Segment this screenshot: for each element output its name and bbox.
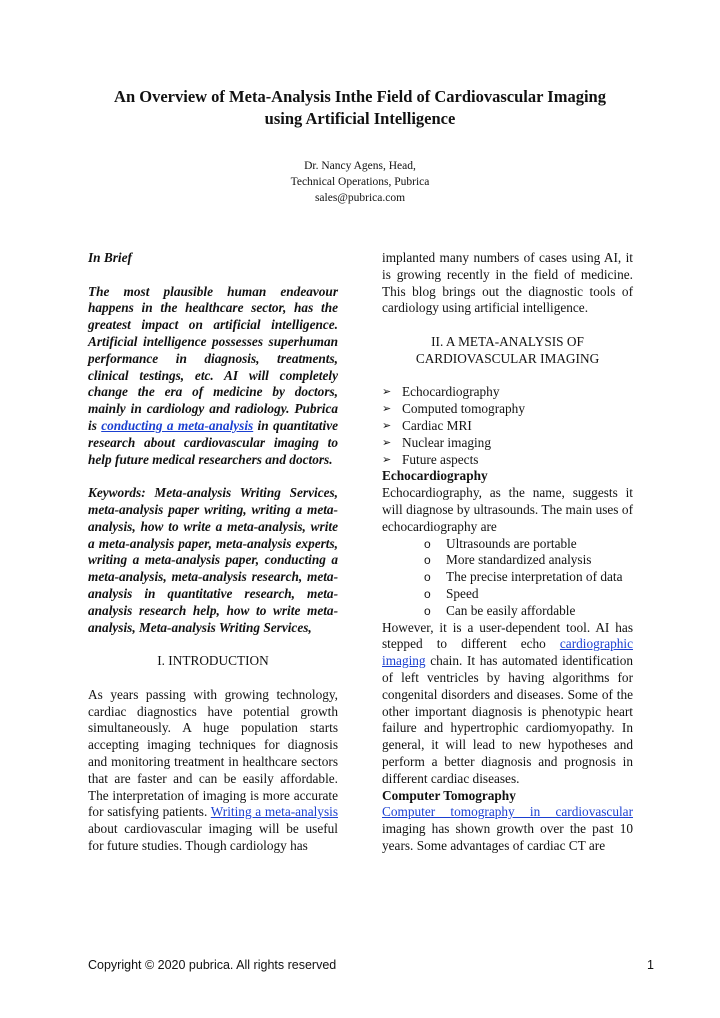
intro-text-2: about cardiovascular imaging will be useful for future studies. Though cardiology has [88,821,338,853]
echo-text-2: chain. It has automated identification of left ventricles by having algorithms for congenital disorders and diseases. Some of the other important diagnosis is phenotypic heart failure and hypertrophic cardiomyopathy. In general, it will lead to new hypotheses and perform a better diagnosis and prognosis in different cardiac diseases. [382,653,633,786]
section-2-heading-line-2: CARDIOVASCULAR IMAGING [415,350,600,366]
echo-paragraph-2 [382,620,633,788]
left-column [88,250,338,855]
echo-link[interactable]: cardiographic imaging [382,636,633,669]
intro-text-1: As years passing with growing technology, cardiac diagnostics have potential growth simultaneously. A huge population starts accepting imaging techniques for diagnosis and monitoring treatment in healthcare sectors that are faster and can be easily affordable. The interpretation of imaging is more accurate for satisfying patients. [88,686,338,820]
echo-heading: Echocardiography [382,468,488,484]
brief-text-1: The most plausible human endeavour happens in the healthcare sector, has the greatest impact on artificial intelligence. Artificial intelligence possesses superhuman performance in diagnosis, treatments, clinical testings, etc. AI will completely change the era of medicine by doctors, mainly in cardiology and radiology. Pubrica is [88,283,338,433]
ct-paragraph [382,804,633,854]
right-column [382,250,633,855]
author-affiliation: Technical Operations, Pubrica [290,176,430,188]
keywords-text: Meta-analysis Writing Services, meta-analysis paper writing, writing a meta-analysis, how to write a meta-analysis, write a meta-analysis paper, meta-analysis experts, writing a meta-analysis paper, conducting a meta-analysis, meta-analysis research, meta-analysis in quantitative research, meta-analysis research help, how to write meta-analysis, Meta-analysis Writing Services, [88,485,338,635]
topic-item: ➢ Cardiac MRI [382,418,633,435]
echo-use-item: o Speed [424,586,633,603]
author-email: sales@pubrica.com [314,192,406,204]
ct-link[interactable]: Computer tomography in cardiovascular [382,804,633,820]
intro-paragraph [88,687,338,855]
topic-item: ➢ Future aspects [382,452,633,469]
topic-item: ➢ Nuclear imaging [382,435,633,452]
page-number: 1 [647,958,654,972]
echo-paragraph: Echocardiography, as the name, suggests it will diagnose by ultrasounds. The main uses of echocardiography are [382,485,633,534]
brief-paragraph [88,284,338,469]
echo-uses-list [382,536,633,620]
copyright-text: Copyright © 2020 pubrica. All rights reserved [88,958,337,972]
echo-use-item: o Can be easily affordable [424,603,633,620]
page-footer [88,958,654,972]
ct-heading: Computer Tomography [382,787,516,803]
topic-item: ➢ Echocardiography [382,384,633,401]
author-name: Dr. Nancy Agens, Head, [304,160,416,172]
author-block [160,158,560,206]
topic-item: ➢ Computed tomography [382,401,633,418]
keywords-paragraph [88,485,338,636]
echo-use-item: o Ultrasounds are portable [424,536,633,553]
title-line-1: An Overview of Meta-Analysis Inthe Field of Cardiovascular Imaging [114,87,606,106]
keywords-label: Keywords: [88,485,146,501]
brief-heading: In Brief [88,250,132,265]
intro-continuation: implanted many numbers of cases using AI, it is growing recently in the field of medicine. This blog brings out the diagnostic tools of cardiology using artificial intelligence. [382,250,633,316]
document-title [60,86,660,130]
intro-heading: I. INTRODUCTION [157,653,269,669]
ct-text: imaging has shown growth over the past 10 years. Some advantages of cardiac CT are [382,821,633,853]
echo-use-item: o The precise interpretation of data [424,569,633,586]
echo-use-item: o More standardized analysis [424,552,633,569]
section-2-heading-line-1: II. A META-ANALYSIS OF [431,333,584,349]
intro-link[interactable]: Writing a meta-analysis [210,804,338,820]
echo-text-1: However, it is a user-dependent tool. AI has stepped to different echo [382,619,633,652]
title-line-2: using Artificial Intelligence [264,109,456,128]
brief-text-2: in quantitative research about cardiovascular imaging to help future medical researchers and doctors. [88,417,338,467]
brief-link[interactable]: conducting a meta-analysis [101,417,254,433]
topic-list [382,384,633,468]
section-2-heading [382,334,633,368]
